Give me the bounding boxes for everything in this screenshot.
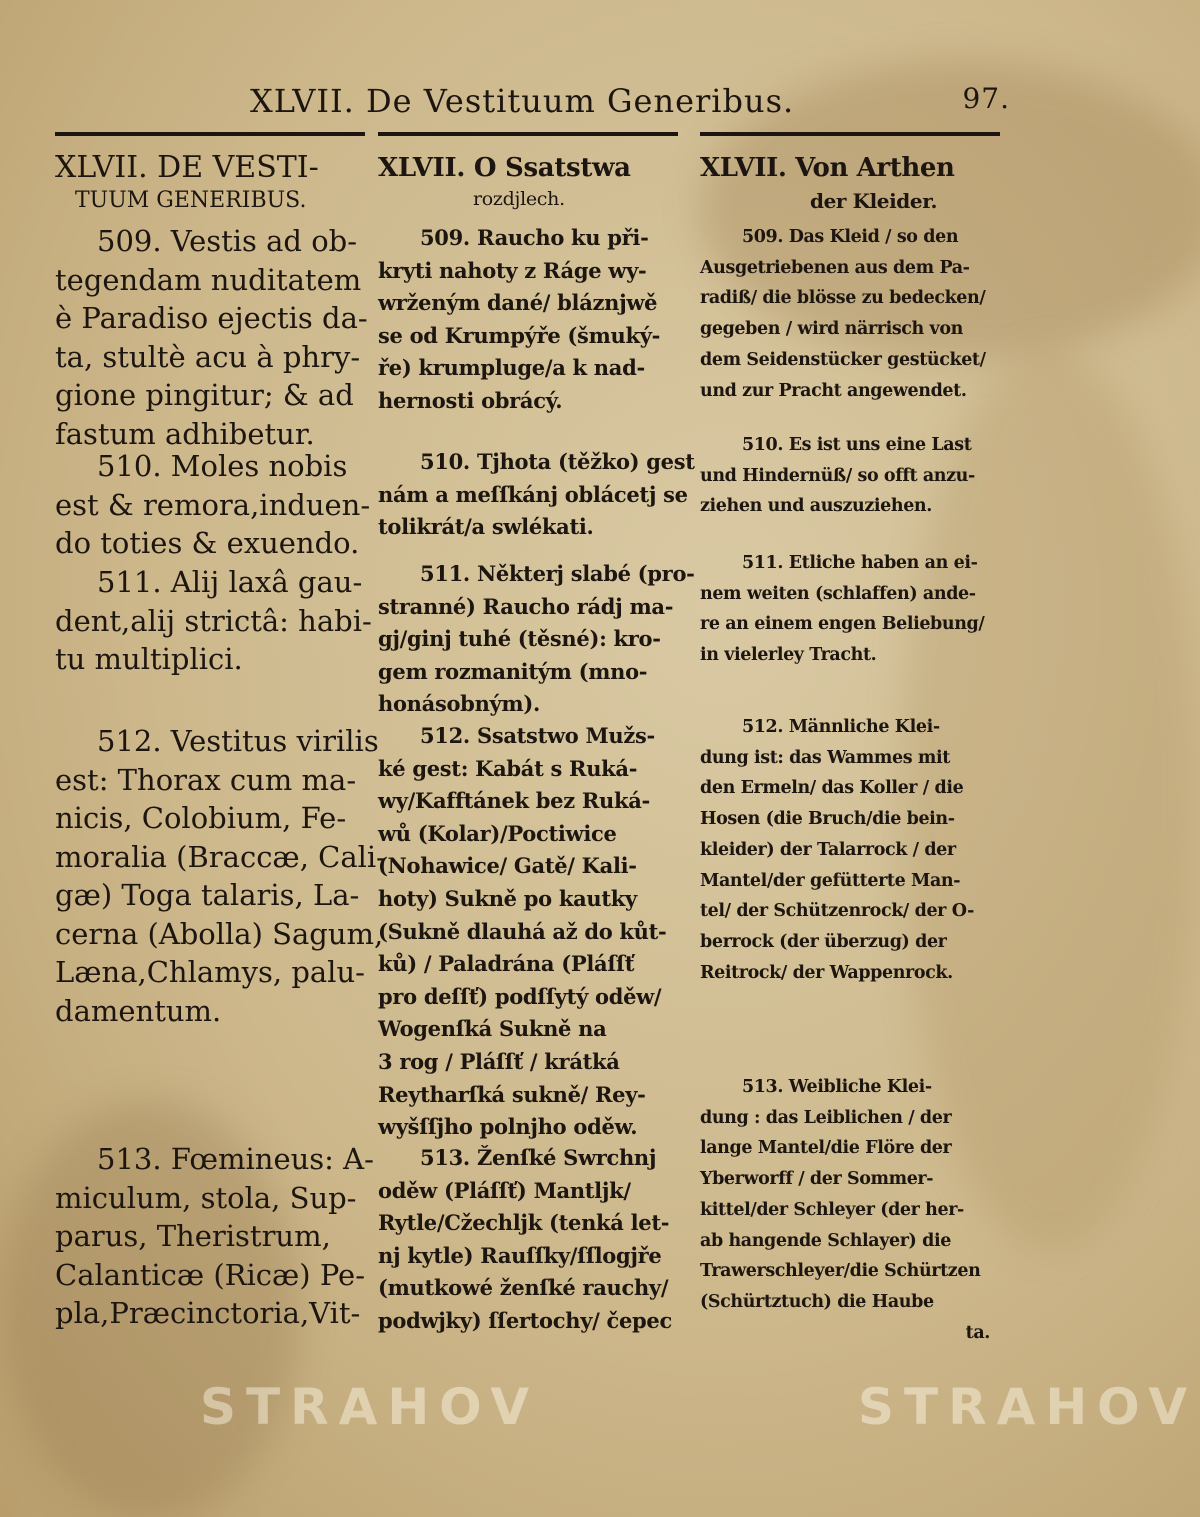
text-line: lange Mantel/die Flöre der	[700, 1138, 952, 1159]
text-line: 509. Raucho ku při-	[420, 225, 649, 250]
german-title-line: XLVII. Von Arthen	[700, 153, 955, 183]
german-entry-511	[700, 548, 1010, 671]
text-line: 511. Některj slabé (pro-	[420, 561, 695, 586]
text-line: tu multiplici.	[55, 642, 243, 676]
text-line: oděw (Pláſſť) Mantljk/	[378, 1177, 631, 1203]
text-line: 3 rog / Pláſſť / krátká	[378, 1048, 620, 1074]
text-line: den Ermeln/ das Koller / die	[700, 778, 964, 799]
text-line: 513. Fœmineus: A-	[97, 1142, 374, 1176]
text-line: wrženým dané/ bláznjwě	[378, 290, 658, 316]
text-line: Læna,Chlamys, palu-	[55, 955, 365, 989]
text-line: Reitrock/ der Wappenrock.	[700, 962, 953, 983]
text-line: ab hangende Schlayer) die	[700, 1230, 951, 1251]
column-rule-czech	[378, 132, 678, 136]
text-line: wy/Kafftánek bez Ruká-	[378, 788, 650, 814]
text-line: kittel/der Schleyer (der her-	[700, 1199, 964, 1220]
text-line: 513. Ženſké Swrchnj	[420, 1145, 657, 1170]
text-line: 512. Männliche Klei-	[742, 717, 940, 737]
text-line: ta, stultè acu à phry-	[55, 339, 361, 374]
german-entry-513	[700, 1072, 1010, 1348]
text-line: wů (Kolar)/Poctiwice	[378, 820, 617, 846]
czech-entry-513	[378, 1142, 688, 1338]
latin-entry-513	[55, 1140, 374, 1333]
czech-entry-512	[378, 720, 688, 1144]
text-line: 511. Etliche haben an ei-	[742, 553, 978, 573]
text-line: (mutkowé ženſké rauchy/	[378, 1275, 669, 1301]
text-line: gegeben / wird närrisch von	[700, 319, 963, 340]
text-line: gem rozmanitým (mno-	[378, 658, 648, 684]
text-line: dung : das Leiblichen / der	[700, 1107, 952, 1128]
text-line: honásobným).	[378, 691, 541, 717]
text-line: re an einem engen Beliebung/	[700, 614, 985, 635]
text-line: Reytharſká sukně/ Rey-	[378, 1081, 646, 1107]
text-line: (Schürtztuch) die Haube	[700, 1291, 934, 1312]
latin-title-line: XLVII. DE VESTI-	[55, 150, 319, 185]
text-line: cerna (Abolla) Sagum,	[55, 916, 384, 951]
text-line: nj kytle) Rauſſky/ſſlogjře	[378, 1242, 662, 1268]
text-line: tel/ der Schützenrock/ der O-	[700, 901, 975, 922]
text-line: Calanticæ (Ricæ) Pe-	[55, 1257, 365, 1292]
running-header	[250, 82, 1010, 122]
text-line: se od Krumpýře (šmuký-	[378, 322, 661, 348]
text-line: Trawerschleyer/die Schürtzen	[700, 1261, 981, 1282]
text-line: gæ) Toga talaris, La-	[55, 878, 360, 912]
text-line: è Paradiso ejectis da-	[55, 301, 368, 335]
text-line: kryti nahoty z Ráge wy-	[378, 257, 647, 283]
czech-title-line: rozdjlech.	[473, 188, 565, 210]
czech-title	[378, 150, 631, 212]
german-entry-510	[700, 430, 1010, 522]
text-line: 512. Ssatstwo Mužs-	[420, 723, 655, 748]
text-line: 510. Tjhota (těžko) gest	[420, 449, 695, 474]
czech-entry-510	[378, 446, 695, 544]
text-line: Ausgetriebenen aus dem Pa-	[700, 257, 970, 278]
text-line: wyšſſjho polnjho oděw.	[378, 1114, 638, 1140]
text-line: miculum, stola, Sup-	[55, 1180, 357, 1215]
text-line: Yberworff / der Sommer-	[700, 1169, 934, 1190]
german-entry-512	[700, 712, 1010, 988]
czech-entry-509	[378, 222, 688, 418]
text-line: est & remora,induen-	[55, 487, 371, 522]
german-entry-509	[700, 222, 1010, 406]
latin-entry-511	[55, 563, 370, 679]
text-line: kleider) der Talarrock / der	[700, 839, 956, 860]
text-line: dem Seidenstücker gestücket/	[700, 349, 986, 370]
text-line: ře) krumpluge/a k nad-	[378, 355, 645, 381]
text-line: 511. Alij laxâ gau-	[97, 565, 363, 599]
text-line: nem weiten (schlaffen) ande-	[700, 583, 976, 604]
text-line: 509. Vestis ad ob-	[97, 224, 358, 258]
page-number: 97.	[962, 82, 1010, 115]
latin-title-line: TUUM GENERIBUS.	[75, 188, 307, 213]
text-line: 509. Das Kleid / so den	[742, 227, 959, 247]
text-line: gj/ginj tuhé (těsné): kro-	[378, 626, 661, 652]
text-line: 512. Vestitus virilis	[97, 724, 379, 758]
german-title-line: der Kleider.	[810, 189, 938, 213]
text-line: nám a meſſkánj oblácetj se	[378, 481, 688, 507]
text-line: Wogenſká Sukně na	[378, 1016, 607, 1042]
text-line: 510. Es ist uns eine Last	[742, 435, 972, 455]
text-line: fastum adhibetur.	[55, 416, 315, 451]
text-line: dung ist: das Wammes mit	[700, 747, 950, 768]
library-watermark: STRAHOV	[200, 1378, 540, 1436]
text-line: parus, Theristrum,	[55, 1219, 331, 1253]
text-line: radiß/ die blösse zu bedecken/	[700, 288, 986, 309]
german-title	[700, 150, 954, 216]
text-line: tolikrát/a swlékati.	[378, 514, 594, 540]
column-rule-latin	[55, 132, 365, 136]
text-line: hernosti obrácý.	[378, 387, 563, 413]
text-line: tegendam nuditatem	[55, 262, 362, 297]
text-line: 510. Moles nobis	[97, 449, 348, 483]
text-line: ků) / Paladrána (Pláſſť	[378, 951, 635, 977]
text-line: (Sukně dlauhá až do kůt-	[378, 918, 667, 944]
column-rule-german	[700, 132, 1000, 136]
text-line: ké gest: Kabát s Ruká-	[378, 755, 638, 781]
czech-title-line: XLVII. O Ssatstwa	[378, 153, 631, 183]
latin-entry-510	[55, 447, 370, 563]
text-line: ziehen und auszuziehen.	[700, 496, 932, 517]
text-line: pla,Præcinctoria,Vit-	[55, 1296, 361, 1330]
text-line: (Nohawice/ Gatě/ Kali-	[378, 853, 637, 879]
text-line: hoty) Sukně po kautky	[378, 885, 637, 911]
text-line: damentum.	[55, 993, 222, 1028]
text-line: podwjky) ſſertochy/ čepec	[378, 1307, 672, 1333]
catchword: ta.	[965, 1322, 990, 1343]
text-line: und zur Pracht angewendet.	[700, 380, 967, 401]
latin-entry-512	[55, 722, 386, 1030]
text-line: berrock (der überzug) der	[700, 931, 947, 952]
text-line: und Hindernüß/ so offt anzu-	[700, 465, 975, 486]
text-line: nicis, Colobium, Fe-	[55, 801, 347, 835]
text-line: gione pingitur; & ad	[55, 378, 354, 412]
text-line: Hosen (die Bruch/die bein-	[700, 809, 955, 830]
text-line: Rytle/Cžechljk (tenká let-	[378, 1210, 670, 1236]
latin-title	[55, 150, 319, 216]
czech-entry-511	[378, 558, 695, 721]
text-line: pro deſſť) podſſytý oděw/	[378, 983, 662, 1009]
text-line: moralia (Braccæ, Cali-	[55, 839, 386, 874]
library-watermark: STRAHOV	[858, 1378, 1198, 1436]
text-line: dent,alij strictâ: habi-	[55, 603, 372, 638]
text-line: Mantel/der gefütterte Man-	[700, 870, 961, 891]
text-line: in vielerley Tracht.	[700, 645, 877, 666]
text-line: stranné) Raucho rádj ma-	[378, 593, 674, 619]
latin-entry-509	[55, 222, 370, 453]
text-line: est: Thorax cum ma-	[55, 762, 357, 797]
running-title: XLVII. De Vestituum Generibus.	[250, 82, 795, 120]
text-line: do toties & exuendo.	[55, 526, 360, 560]
text-line: 513. Weibliche Klei-	[742, 1077, 932, 1097]
